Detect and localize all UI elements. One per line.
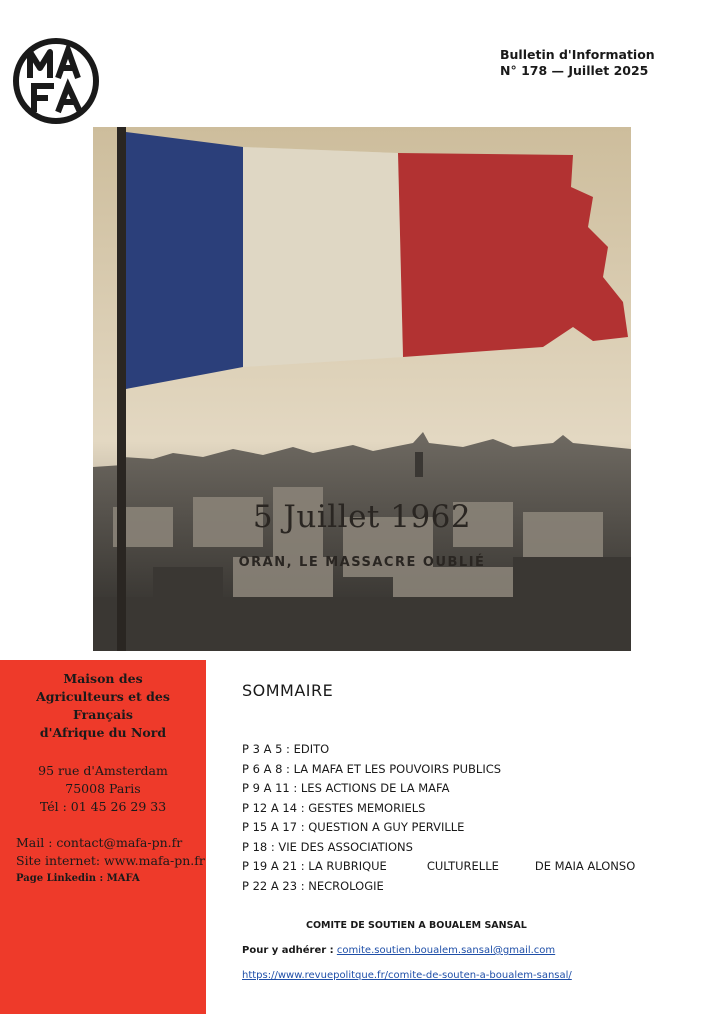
join-label: Pour y adhérer : [242, 945, 334, 956]
org-line: Agriculteurs et des Français [36, 689, 170, 722]
bulletin-label: Bulletin d'Information [500, 47, 655, 62]
mail-contact[interactable]: Mail : contact@mafa-pn.fr [16, 835, 183, 850]
table-of-contents [242, 740, 635, 896]
org-line: Maison des [63, 671, 143, 686]
support-committee-title: COMITE DE SOUTIEN A BOUALEM SANSAL [306, 920, 527, 931]
issue-number: N° 178 — Juillet 2025 [500, 63, 649, 78]
toc-item: P 12 A 14 : GESTES MEMORIELS [242, 800, 426, 815]
flag-over-oran-illustration [93, 127, 631, 651]
toc-item: P 9 A 11 : LES ACTIONS DE LA MAFA [242, 781, 450, 795]
postal-address [0, 762, 206, 816]
toc-item-label: CULTURELLE [426, 859, 499, 873]
toc-item: P 3 A 5 : EDITO [242, 742, 330, 756]
website-contact[interactable]: Site internet: www.mafa-pn.fr [16, 853, 205, 868]
toc-item: P 15 A 17 : QUESTION A GUY PERVILLE [242, 820, 465, 834]
committee-url-link[interactable]: https://www.revuepolitque.fr/comite-de-souten-a-boualem-sansal/ [242, 970, 572, 981]
contact-panel [0, 660, 206, 1014]
phone-number: Tél : 01 45 26 29 33 [39, 799, 167, 814]
bulletin-header [500, 47, 655, 79]
summary-title: SOMMAIRE [242, 681, 334, 700]
toc-item: P 6 A 8 : LA MAFA ET LES POUVOIRS PUBLICS [242, 761, 502, 776]
address-line: 75008 Paris [65, 781, 141, 796]
toc-item: P 18 : VIE DES ASSOCIATIONS [242, 839, 413, 854]
toc-item [242, 857, 635, 877]
summary-section [206, 655, 706, 1015]
cover-title: 5 Juillet 1962 [252, 499, 472, 535]
cover-subtitle: ORAN, LE MASSACRE OUBLIÉ [238, 555, 486, 570]
online-contacts [0, 834, 206, 888]
committee-email-link[interactable]: comite.soutien.boualem.sansal@gmail.com [336, 945, 556, 956]
mafa-logo-icon [10, 38, 104, 124]
cover-image [93, 127, 631, 651]
linkedin-contact[interactable]: Page Linkedin : MAFA [16, 873, 140, 884]
toc-item: P 22 A 23 : NECROLOGIE [242, 878, 384, 893]
toc-item-author: DE MAIA ALONSO [534, 859, 636, 873]
organization-name [0, 670, 206, 742]
join-line [242, 945, 555, 956]
toc-item-label: P 19 A 21 : LA RUBRIQUE [242, 859, 387, 873]
org-line: d'Afrique du Nord [39, 725, 167, 740]
address-line: 95 rue d'Amsterdam [38, 763, 168, 778]
